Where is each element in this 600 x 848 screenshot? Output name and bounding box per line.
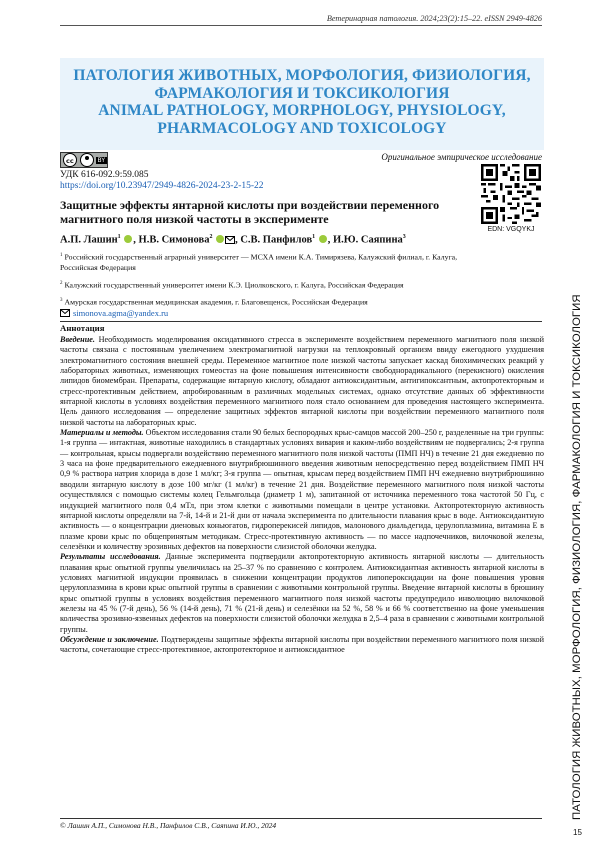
email-address[interactable]: simonova.agma@yandex.ru xyxy=(73,308,169,318)
section-vertical-label: ПАТОЛОГИЯ ЖИВОТНЫХ, МОРФОЛОГИЯ, ФИЗИОЛОГИЯ, ФАРМАКОЛОГИЯ И ТОКСИКОЛОГИЯ xyxy=(571,294,583,820)
envelope-icon[interactable] xyxy=(225,236,235,244)
affiliation-text: Российский государственный аграрный университет — МСХА имени К.А. Тимирязева, Калужский филиал, г. Калуга, Российская Федерация xyxy=(60,252,458,273)
footer-divider xyxy=(60,818,542,819)
author-name: Н.В. Симонова xyxy=(138,234,210,246)
journal-header: Ветеринарная патология. 2024;23(2):15–22. eISSN 2949-4826 xyxy=(60,14,542,26)
abstract-results xyxy=(60,552,544,635)
author-name: И.Ю. Саяпина xyxy=(333,234,403,246)
attribution-icon xyxy=(80,153,94,167)
section-title-ru-2: ФАРМАКОЛОГИЯ И ТОКСИКОЛОГИЯ xyxy=(154,84,450,102)
methods-label: Материалы и методы. xyxy=(60,428,144,438)
abstract-intro xyxy=(60,335,544,428)
section-banner xyxy=(60,58,544,150)
orcid-icon[interactable] xyxy=(124,235,132,243)
author-list: А.П. Лашин$^1$ , Н.В. Симонова$^2$ , С.В. Панфилов$^1$ , И.Ю. Саяпина$^3$ xyxy=(60,234,406,246)
author-affil-ref: 1 xyxy=(312,234,316,240)
results-text: Данные эксперимента подтвердили актопротекторную активность янтарной кислоты — длительность плавания крыс опытной группы увеличилась на 25–37 % по сравнению с контролем. Антиоксидантная активность янтарной кислоты в условиях магнитной индукции проявилась в снижении концентрации продуктов липопероксидации на фоне повышения уровня церулоплазмина в крови крыс опытной группы в сравнении с животными контрольной группы. Введение янтарной кислоты в брюшину крыс опытной группы в условиях воздействия переменного магнитного поля низкой частоты предупредило инволюцию вилочковой железы на 45 % (7-й день), 56 % (14-й день), 71 % (21-й день) и селезёнки на 52 %, 58 % и 66 % соответственно на фоне уменьшения количества эрозивно-язвенных дефектов на поверхности слизистой оболочки желудка в 2,5–4 раза в сравнении с животными контрольной группы. xyxy=(60,552,545,634)
section-title-en-1: ANIMAL PATHOLOGY, MORPHOLOGY, PHYSIOLOGY, xyxy=(98,102,506,119)
article-title: Защитные эффекты янтарной кислоты при воздействии переменного магнитного поля низкой частоты в эксперименте xyxy=(60,198,440,226)
edn-code: EDN: VGQYKJ xyxy=(487,226,535,233)
author-name: А.П. Лашин xyxy=(60,234,118,246)
author-affil-ref: 1 xyxy=(117,234,121,240)
abstract-methods xyxy=(60,428,544,552)
affiliation-item xyxy=(60,251,490,274)
affiliation-text: Калужский государственный университет имени К.Э. Циолковского, г. Калуга, Российская Федерация xyxy=(64,280,404,290)
cc-icon: cc xyxy=(63,153,77,167)
affiliations xyxy=(60,251,490,313)
section-title-en-2: PHARMACOLOGY AND TOXICOLOGY xyxy=(157,119,447,137)
intro-text: Необходимость моделирования оксидативного стресса в эксперименте воздействием переменного магнитного поля низкой частоты связана с постоянным увеличением электромагнитной нагрузки на теплокровный организм ввиду ежегодного ухудшения электромагнитного состояния внешней среды. Переменное магнитное поле низкой частоты запускает каскад биохимических реакций у лабораторных животных, изменяющих гомеостаз на фоне повышения интенсивности свободнорадикального (перекисного) окисления липидов биомембран. Препараты, содержащие янтарную кислоту, обладают антиоксидантным, антигипоксантным, актопротекторным и стресс-протективным действием, апробированным в различных модельных системах, однако отсутствие данных об эффективности янтарной кислоты в условиях воздействия переменного магнитного поля стало основанием для проведения настоящего эксперимента. Цель данного исследования — определение защитных эффектов янтарной кислоты при воздействии переменного магнитного поля низкой частоты на лабораторных крыс. xyxy=(60,335,544,427)
doi-link[interactable]: https://doi.org/10.23947/2949-4826-2024-23-2-15-22 xyxy=(60,181,264,191)
orcid-icon[interactable] xyxy=(216,235,224,243)
affiliation-number: 2 xyxy=(60,280,63,286)
results-label: Результаты исследования. xyxy=(60,552,161,562)
orcid-icon[interactable] xyxy=(319,235,327,243)
by-label: BY xyxy=(97,156,105,164)
conclusion-label: Обсуждение и заключение. xyxy=(60,634,159,644)
udk-code: УДК 616-092.9:59.085 xyxy=(60,170,149,180)
author-affil-ref: 3 xyxy=(402,234,406,240)
intro-label: Введение. xyxy=(60,335,95,344)
envelope-icon xyxy=(60,309,70,317)
affiliation-number: 3 xyxy=(60,297,63,303)
affiliation-item xyxy=(60,296,490,308)
section-title-ru-1: ПАТОЛОГИЯ ЖИВОТНЫХ, МОРФОЛОГИЯ, ФИЗИОЛОГИЯ, xyxy=(73,67,531,84)
contact-email[interactable] xyxy=(60,308,168,318)
author-affil-ref: 2 xyxy=(209,234,213,240)
affiliation-text: Амурская государственная медицинская академия, г. Благовещенск, Российская Федерация xyxy=(64,297,368,307)
abstract-body xyxy=(60,335,544,656)
author-name: С.В. Панфилов xyxy=(240,234,313,246)
divider xyxy=(60,321,542,322)
abstract-heading: Аннотация xyxy=(60,323,105,333)
affiliation-item xyxy=(60,279,490,291)
abstract-conclusion xyxy=(60,635,544,656)
article-type: Оригинальное эмпирическое исследование xyxy=(381,152,542,162)
methods-text: Объектом исследования стали 90 белых беспородных крыс-самцов массой 200–250 г, разделенные на три группы: 1-я группа — интактная, животные находились в стандартных условиях вивария и каким-либо воздействиям не подвергались; 2-я группа — контрольная, крысы подвергали воздействию переменного магнитного поля низкой частоты (ПМП НЧ) в течение 21 дня ежедневно по 3 часа на фоне предварительного ежедневного внутрибрюшинного введения животным непосредственно перед воздействием ПМП НЧ 0,9 % раствора натрия хлорида в дозе 1 мл/кг; 3-я группа — опытная, крысам перед воздействием ПМП НЧ ежедневно внутрибрюшинно вводили янтарную кислоту в дозе 100 мг/кг (1 мл/кг) в течение 21 дня. Воздействие переменного магнитного поля низкой частоты осуществлялся с помощью системы колец Гельмгольца (диаметр 1 м), запитанной от источника переменного тока частотой 50 Гц, с индукцией магнитного поля 0,4 мТл, при этом клетки с животными помещали в центре установки. Актопротекторную активность янтарной кислоты определяли на 7-й, 14-й и 21-й дни от начала эксперимента по длительности плавания крыс в воде. Антиоксидантную активность — о концентрации диеновых коньюгатов, гидроперекисей липидов, малонового диальдегида, церулоплазмина, витамина Е в плазме крови крыс по общепринятым методикам. Стресс-протективную активность — по массе надпочечников, вилочковой железы, селезёнки и количеству эрозивных дефектов на поверхности слизистой оболочки желудка. xyxy=(60,428,545,551)
conclusion-text: Подтверждены защитные эффекты янтарной кислоты при воздействии переменного магнитного поля низкой частоты, сочетающие стресс-протективное, актопротекторное и антиоксидантное xyxy=(60,634,545,655)
page-number: 15 xyxy=(573,828,582,837)
cc-by-license-icon[interactable] xyxy=(60,152,108,168)
copyright-footer: © Лашин А.П., Симонова Н.В., Панфилов С.В., Саяпина И.Ю., 2024 xyxy=(60,821,277,830)
affiliation-number: 1 xyxy=(60,253,63,258)
qr-code-icon[interactable] xyxy=(481,164,541,224)
